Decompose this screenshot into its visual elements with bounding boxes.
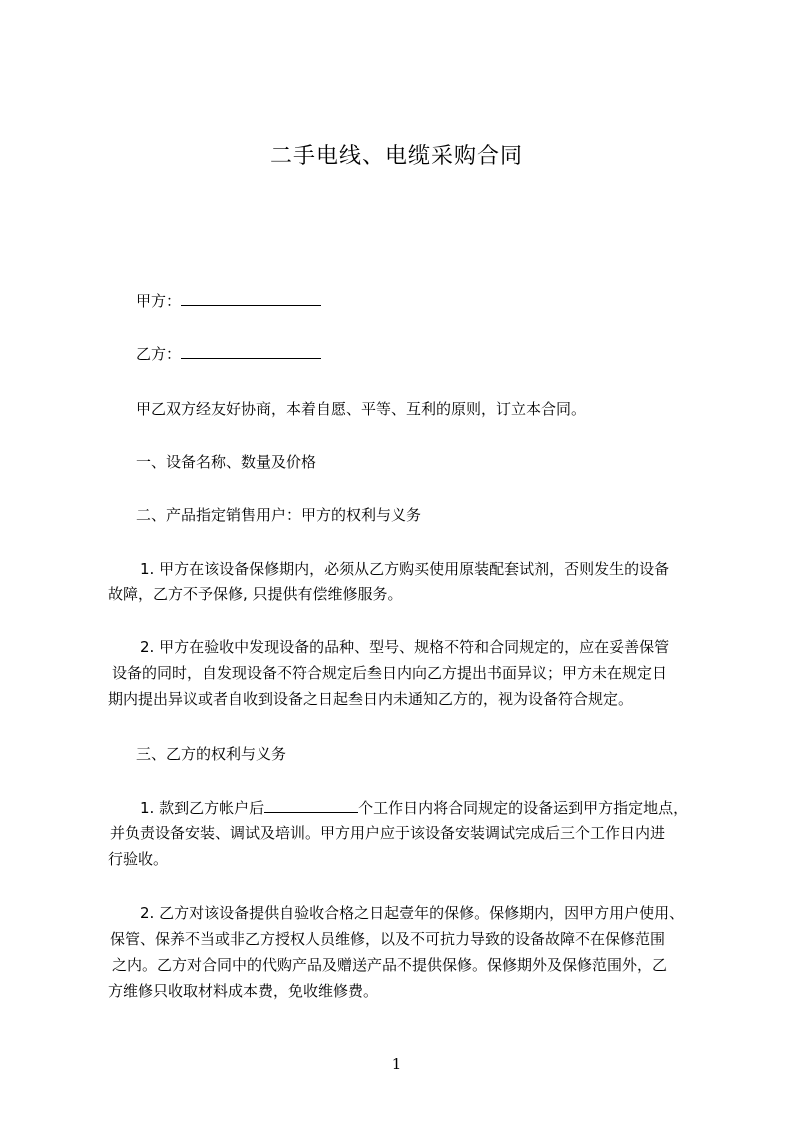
party-a-line [136,290,736,312]
party-b-blank [181,343,321,359]
s3-item2-line4: 方维修只收取材料成本费，免收维修费。 [108,982,379,1000]
section1-heading: 一、设备名称、数量及价格 [136,453,317,471]
s3-item2-line2: 保管、保养不当或非乙方授权人员维修，以及不可抗力导致的设备故障不在保修范围 [110,930,666,948]
s2-item1-line1: 1. 甲方在该设备保修期内，必须从乙方购买使用原装配套试剂，否则发生的设备 [140,560,670,578]
s3-item2-line3: 之内。乙方对合同中的代购产品及赠送产品不提供保修。保修期外及保修范围外，乙 [112,956,668,974]
s3-item1-line2: 并负责设备安装、调试及培训。甲方用户应于该设备安装调试完成后三个工作日内进 [110,824,666,842]
document-title: 二手电线、电缆采购合同 [269,144,523,169]
s2-item2-line3: 期内提出异议或者自收到设备之日起叁日内未通知乙方的，视为设备符合规定。 [108,690,634,708]
s3-item1-line1-start: 1. 款到乙方帐户后 [140,799,265,817]
party-a-label: 甲方： [136,292,182,310]
s3-item1-line1-end: 个工作日内将合同规定的设备运到甲方指定地点， [358,799,689,817]
delivery-days-blank [264,797,358,813]
party-b-label: 乙方： [136,345,182,363]
s3-item1-line3: 行验收。 [108,850,169,868]
s2-item2-line2: 设备的同时，自发现设备不符合规定后叁日内向乙方提出书面异议；甲方未在规定日 [112,664,668,682]
s3-item1-line1 [140,797,740,819]
section3-heading: 三、乙方的权利与义务 [136,745,287,763]
page-number: 1 [391,1055,402,1073]
intro-paragraph: 甲乙双方经友好协商，本着自愿、平等、互利的原则，订立本合同。 [136,400,587,418]
s2-item1-line2: 故障，乙方不予保修, 只提供有偿维修服务。 [108,585,403,603]
s2-item2-line1: 2. 甲方在验收中发现设备的品种、型号、规格不符和合同规定的，应在妥善保管 [140,638,670,656]
party-b-line [136,343,736,365]
s3-item2-line1: 2. 乙方对该设备提供自验收合格之日起壹年的保修。保修期内，因甲方用户使用、 [140,904,685,922]
section2-heading: 二、产品指定销售用户：甲方的权利与义务 [136,506,422,524]
party-a-blank [181,290,321,306]
